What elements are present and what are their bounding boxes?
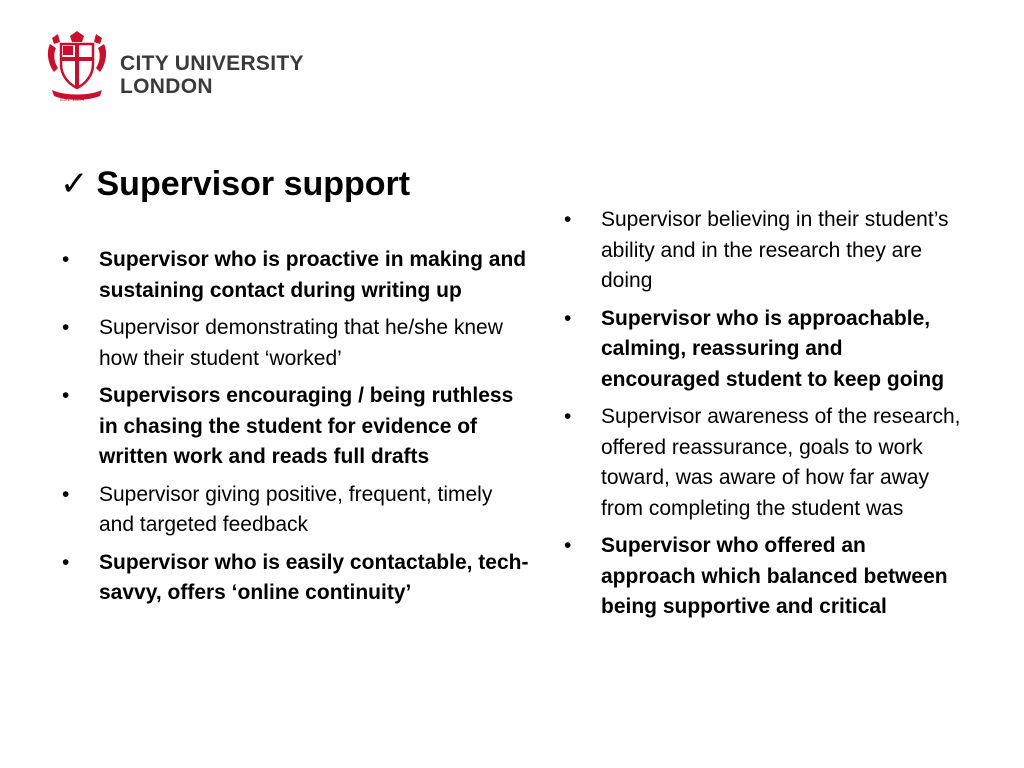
left-bullet-list [62,245,532,616]
logo-wordmark-line2: LONDON [120,75,213,98]
slide-title-text: Supervisor support [96,165,411,203]
bullet-icon: • [62,550,70,574]
list-item-text: Supervisor who is approachable, calming, reassuring and encouraged student to keep going [601,306,945,391]
right-bullet-list [564,205,964,630]
bullet-icon: • [564,208,572,231]
list-item-text: Supervisor who is proactive in making and sustaining contact during writing up [99,248,527,302]
list-item [564,402,964,524]
bullet-icon: • [564,405,572,428]
bullet-icon: • [564,534,572,557]
bullet-icon: • [62,248,70,271]
list-item-text: Supervisor who is easily contactable, tech-savvy, offers ‘online continuity’ [99,550,529,604]
list-item [62,480,532,541]
bullet-icon: • [62,482,70,506]
list-item-text: Supervisor giving positive, frequent, timely and targeted feedback [99,482,493,536]
list-item [62,245,532,306]
bullet-icon: • [62,384,70,407]
logo-est-text: EST 1894 [60,97,85,103]
list-item-text: Supervisor awareness of the research, offered reassurance, goals to work toward, was aware of how far away from completing the student was [601,405,961,520]
list-item [564,304,964,396]
list-item-text: Supervisor believing in their student’s ability and in the research they are doing [601,208,949,292]
list-item [564,205,964,297]
list-item-text: Supervisors encouraging / being ruthless in chasing the student for evidence of written work and reads full drafts [99,384,514,468]
checkmark-icon: ✓ [60,165,89,203]
list-item [62,548,532,609]
bullet-icon: • [564,306,572,330]
list-item [62,313,532,374]
city-university-logo [44,30,304,110]
slide-title [60,164,410,204]
list-item-text: Supervisor who offered an approach which balanced between being supportive and critical [601,534,948,618]
list-item [564,531,964,623]
bullet-icon: • [62,316,70,339]
list-item [62,381,532,473]
list-item-text: Supervisor demonstrating that he/she knew how their student ‘worked’ [99,316,503,370]
logo-wordmark-line1: CITY UNIVERSITY [120,52,304,75]
